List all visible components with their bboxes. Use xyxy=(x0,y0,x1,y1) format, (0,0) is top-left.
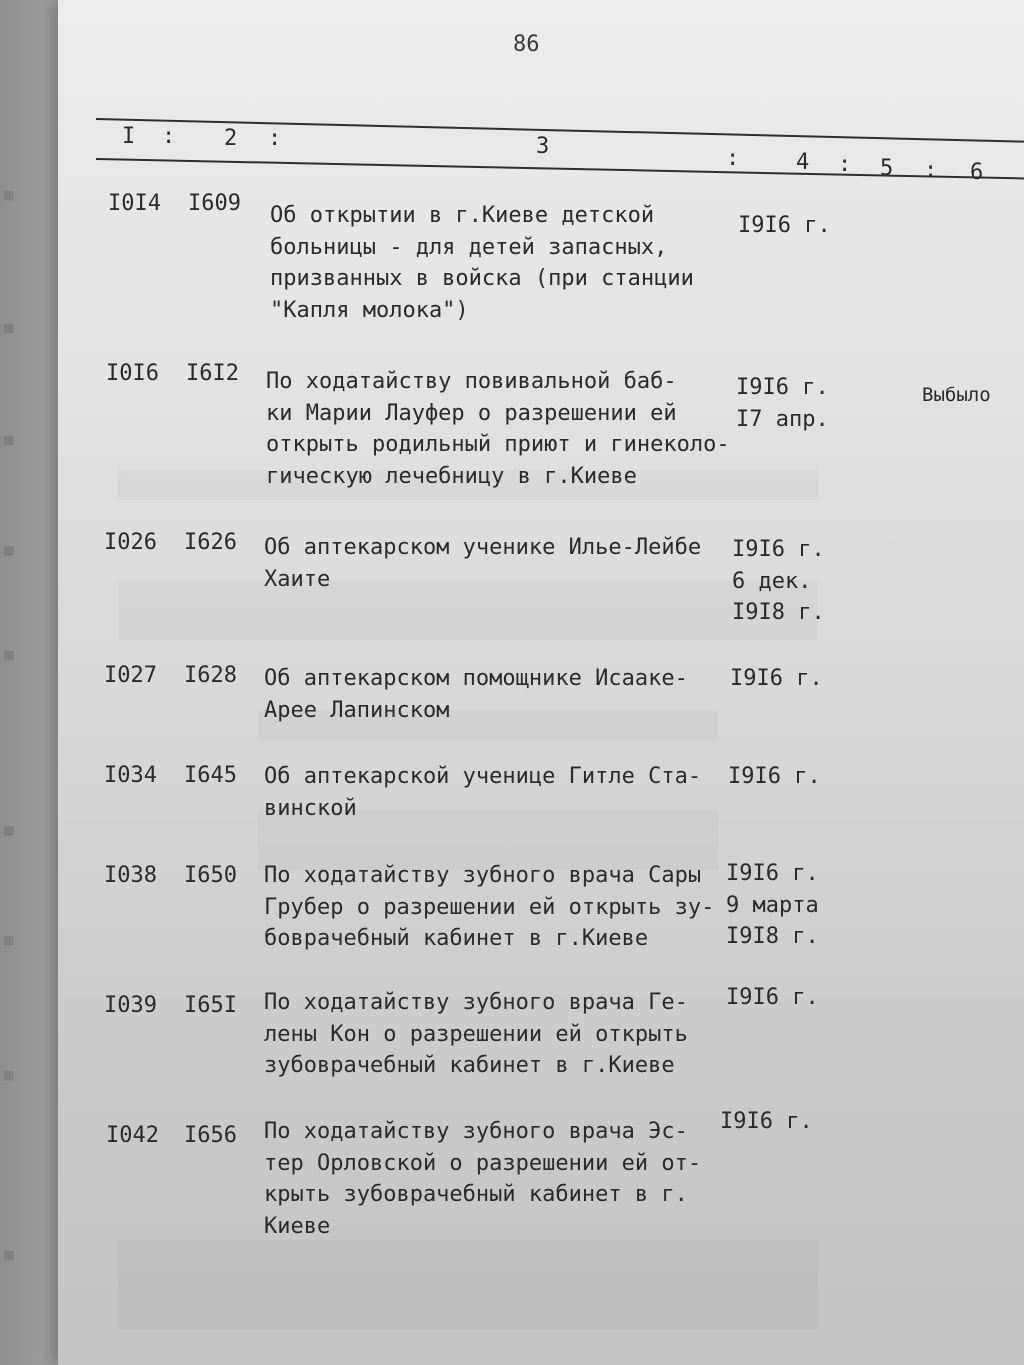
previous-record-number: I628 xyxy=(184,663,237,688)
column-separator: : xyxy=(268,126,282,151)
bleed-through-mark xyxy=(118,1240,818,1330)
record-title: По ходатайству зубного врача Ге- лены Кон о разрешении ей открыть зубоврачебный кабинет в г.Киеве xyxy=(264,990,688,1078)
record-number: I0I4 xyxy=(108,191,161,216)
previous-record-number: I645 xyxy=(184,763,237,788)
previous-record-number: I626 xyxy=(184,530,237,555)
record-title: По ходатайству зубного врача Эс- тер Орловской о разрешении ей от- крыть зубоврачебный кабинет в г. Киеве xyxy=(264,1119,702,1239)
underlying-page-mark: ■ xyxy=(4,930,14,949)
record-number: I038 xyxy=(104,863,157,888)
document-page xyxy=(58,0,1024,1365)
record-number: I027 xyxy=(104,663,157,688)
record-date: I9I6 г. xyxy=(728,764,821,789)
record-title: Об аптекарском ученике Илье-Лейбе Хаите xyxy=(264,535,702,592)
record-title: Об аптекарской ученице Гитле Ста- винской xyxy=(264,764,702,821)
record-date: I9I6 г. xyxy=(730,666,823,691)
underlying-page-mark: ■ xyxy=(4,1245,14,1264)
column-header-3: 3 xyxy=(536,134,550,159)
previous-record-number: I650 xyxy=(184,863,237,888)
record-number: I026 xyxy=(104,530,157,555)
previous-record-number: I656 xyxy=(184,1123,237,1148)
underlying-page-mark: ■ xyxy=(4,1065,14,1084)
underlying-page-mark: ■ xyxy=(4,820,14,839)
column-header-6: 6 xyxy=(970,160,984,185)
record-title: По ходатайству повивальной баб- ки Марии Лауфер о разрешении ей открыть родильный приют и гинеколо- гическую лечебницу в г.Киеве xyxy=(266,369,730,489)
underlying-page-mark: ■ xyxy=(4,645,14,664)
record-title: Об открытии в г.Киеве детской больницы - для детей запасных, призванных в войска (при станции "Капля молока") xyxy=(270,203,694,323)
record-date: I9I6 г. xyxy=(720,1109,813,1134)
record-number: I034 xyxy=(104,763,157,788)
underlying-page-mark: ■ xyxy=(4,540,14,559)
underlying-page-mark: ■ xyxy=(4,185,14,204)
record-title: Об аптекарском помощнике Исааке- Арее Лапинском xyxy=(264,666,688,723)
column-header-2: 2 xyxy=(224,126,238,151)
column-header-4: 4 xyxy=(796,150,810,175)
record-number: I039 xyxy=(104,993,157,1018)
column-separator: : xyxy=(726,146,740,171)
record-date: I9I6 г. xyxy=(738,213,831,238)
record-date: I9I6 г. 9 марта I9I8 г. xyxy=(726,861,819,949)
record-note: Выбыло xyxy=(922,384,991,406)
column-separator: : xyxy=(924,158,938,183)
underlying-page-mark: ■ xyxy=(4,318,14,337)
previous-record-number: I609 xyxy=(188,191,241,216)
record-date: I9I6 г. 6 дек. I9I8 г. xyxy=(732,537,825,625)
record-title: По ходатайству зубного врача Сары Грубер о разрешении ей открыть зу- боврачебный кабинет в г.Киеве xyxy=(264,863,715,951)
underlying-page-mark: ■ xyxy=(4,430,14,449)
column-separator: : xyxy=(838,152,852,177)
previous-record-number: I65I xyxy=(184,993,237,1018)
record-date: I9I6 г. I7 апр. xyxy=(736,375,829,432)
column-header-5: 5 xyxy=(880,156,894,181)
record-number: I0I6 xyxy=(106,361,159,386)
column-separator: : xyxy=(162,124,176,149)
column-header-1: I xyxy=(122,124,136,149)
page-number: 86 xyxy=(513,32,540,57)
previous-record-number: I6I2 xyxy=(186,361,239,386)
record-date: I9I6 г. xyxy=(726,985,819,1010)
record-number: I042 xyxy=(106,1123,159,1148)
